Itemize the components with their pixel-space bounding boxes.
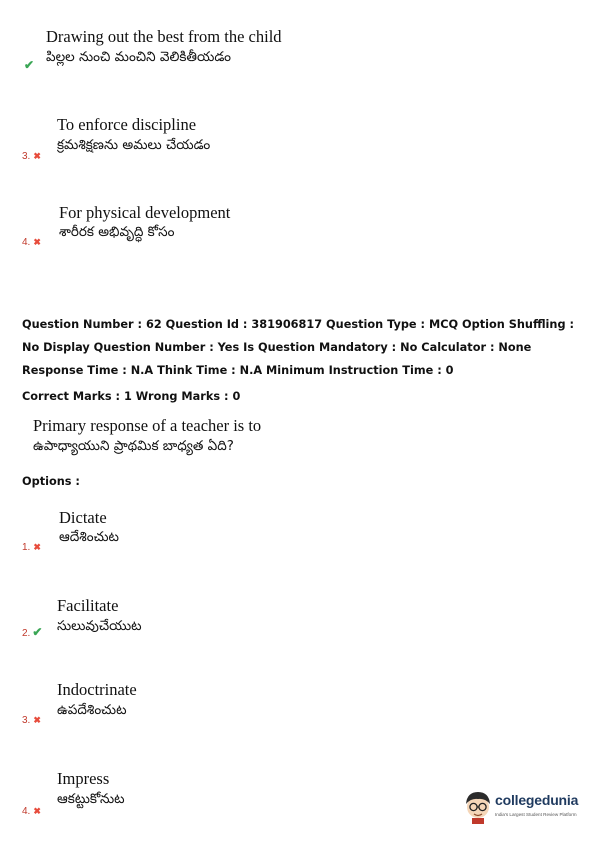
cross-icon: ✖ [33,151,41,161]
option-marker [22,542,41,553]
cross-icon: ✖ [33,715,41,725]
option-number: 1. [22,542,31,553]
check-icon: ✔ [32,625,43,639]
option-marker [22,625,42,639]
option-text-te: పిల్లల నుంచి మంచిని వెలికితీయడం [46,49,231,65]
collegedunia-logo [463,788,588,828]
cross-icon: ✖ [33,806,41,816]
student-mascot-icon [463,788,493,824]
logo-wordmark: collegedunia [495,792,579,808]
option-number: 3. [22,151,31,162]
option-number: 4. [22,237,31,248]
option-text-te: ఆకట్టుకోనుట [57,791,125,807]
cross-icon: ✖ [33,237,41,247]
option-text-te: సులువుచేయుట [57,618,142,634]
option-number: 4. [22,806,31,817]
option-text-te: శారీరక అభివృద్ధి కోసం [59,224,175,240]
option-marker [22,151,41,162]
option-text-te: ఉపదేశించుట [57,702,127,718]
option-number: 3. [22,715,31,726]
options-label: Options : [22,475,80,488]
option-text-en: For physical development [59,203,231,222]
option-number: 2. [22,628,31,639]
option-text-en: Facilitate [57,596,119,615]
option-text-en: Indoctrinate [57,680,137,699]
option-marker [22,715,41,726]
option-marker [22,237,41,248]
option-marker [22,58,34,72]
option-marker [22,806,41,817]
question-text-te: ఉపాధ్యాయుని ప్రాథమిక బాధ్యత ఏది? [33,438,234,454]
question-text-en: Primary response of a teacher is to [33,416,262,435]
option-text-en: Drawing out the best from the child [46,27,282,46]
logo-tagline: India's Largest Student Review Platform [495,812,577,817]
option-text-en: To enforce discipline [57,115,197,134]
option-text-te: క్రమశిక్షణను అమలు చేయడం [57,137,211,153]
option-text-en: Dictate [59,508,107,527]
option-text-en: Impress [57,769,110,788]
question-meta: Question Number : 62 Question Id : 381906817 Question Type : MCQ Option Shuffling : No Display Question Number : Yes Is Question Mandatory : No Calculator : None Response Time : N.A Think Time : N.A Minimum Instruction Time : 0 [22,318,575,377]
question-marks: Correct Marks : 1 Wrong Marks : 0 [22,390,241,403]
option-text-te: ఆదేశించుట [59,529,119,545]
cross-icon: ✖ [33,542,41,552]
check-icon: ✔ [24,58,35,72]
